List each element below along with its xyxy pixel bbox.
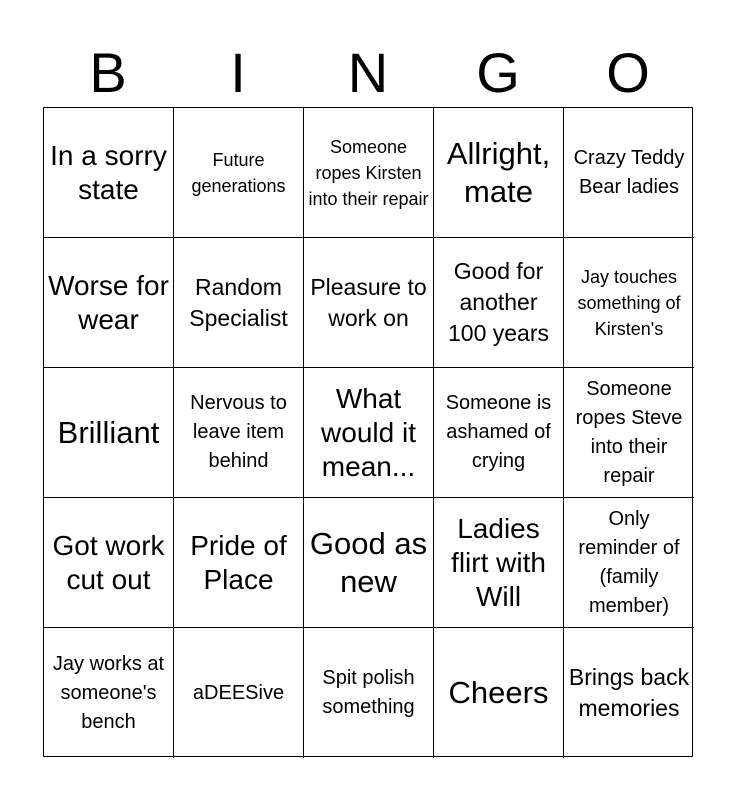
bingo-cell[interactable]: Good for another 100 years bbox=[434, 238, 564, 368]
bingo-cell[interactable]: Someone is ashamed of crying bbox=[434, 368, 564, 498]
bingo-cell[interactable]: Nervous to leave item behind bbox=[174, 368, 304, 498]
bingo-cell[interactable]: Pride of Place bbox=[174, 498, 304, 628]
bingo-cell[interactable]: Jay works at someone's bench bbox=[44, 628, 174, 758]
bingo-cell[interactable]: Crazy Teddy Bear ladies bbox=[564, 108, 694, 238]
header-letter-b: B bbox=[89, 41, 127, 104]
bingo-header bbox=[43, 40, 693, 106]
bingo-cell[interactable]: Someone ropes Steve into their repair bbox=[564, 368, 694, 498]
bingo-cell[interactable]: Brings back memories bbox=[568, 664, 690, 721]
bingo-cell[interactable]: Cheers bbox=[434, 628, 564, 758]
bingo-cell[interactable]: Someone ropes Kirsten into their repair bbox=[304, 108, 434, 238]
bingo-cell[interactable]: Only reminder of (family member) bbox=[564, 498, 694, 628]
bingo-cell[interactable]: In a sorry state bbox=[44, 108, 174, 238]
header-letter-n: N bbox=[347, 41, 389, 104]
bingo-grid bbox=[43, 107, 693, 757]
bingo-cell[interactable]: aDEESive bbox=[174, 628, 304, 758]
bingo-cell[interactable]: What would it mean... bbox=[304, 368, 434, 498]
bingo-cell[interactable]: Pleasure to work on bbox=[304, 238, 434, 368]
bingo-cell[interactable]: Got work cut out bbox=[44, 498, 174, 628]
bingo-cell[interactable]: Ladies flirt with Will bbox=[434, 498, 564, 628]
header-letter-i: I bbox=[230, 41, 246, 104]
bingo-cell[interactable]: Spit polish something bbox=[304, 628, 434, 758]
bingo-cell[interactable]: Good as new bbox=[304, 498, 434, 628]
header-letter-g: G bbox=[476, 41, 520, 104]
bingo-cell[interactable]: Worse for wear bbox=[44, 238, 174, 368]
bingo-cell[interactable]: Future generations bbox=[174, 108, 304, 238]
bingo-cell[interactable]: Brilliant bbox=[44, 368, 174, 498]
bingo-cell[interactable]: Jay touches something of Kirsten's bbox=[564, 238, 694, 368]
header-letter-o: O bbox=[606, 41, 650, 104]
bingo-cell[interactable]: Random Specialist bbox=[174, 238, 304, 368]
bingo-cell[interactable]: Allright, mate bbox=[434, 108, 564, 238]
